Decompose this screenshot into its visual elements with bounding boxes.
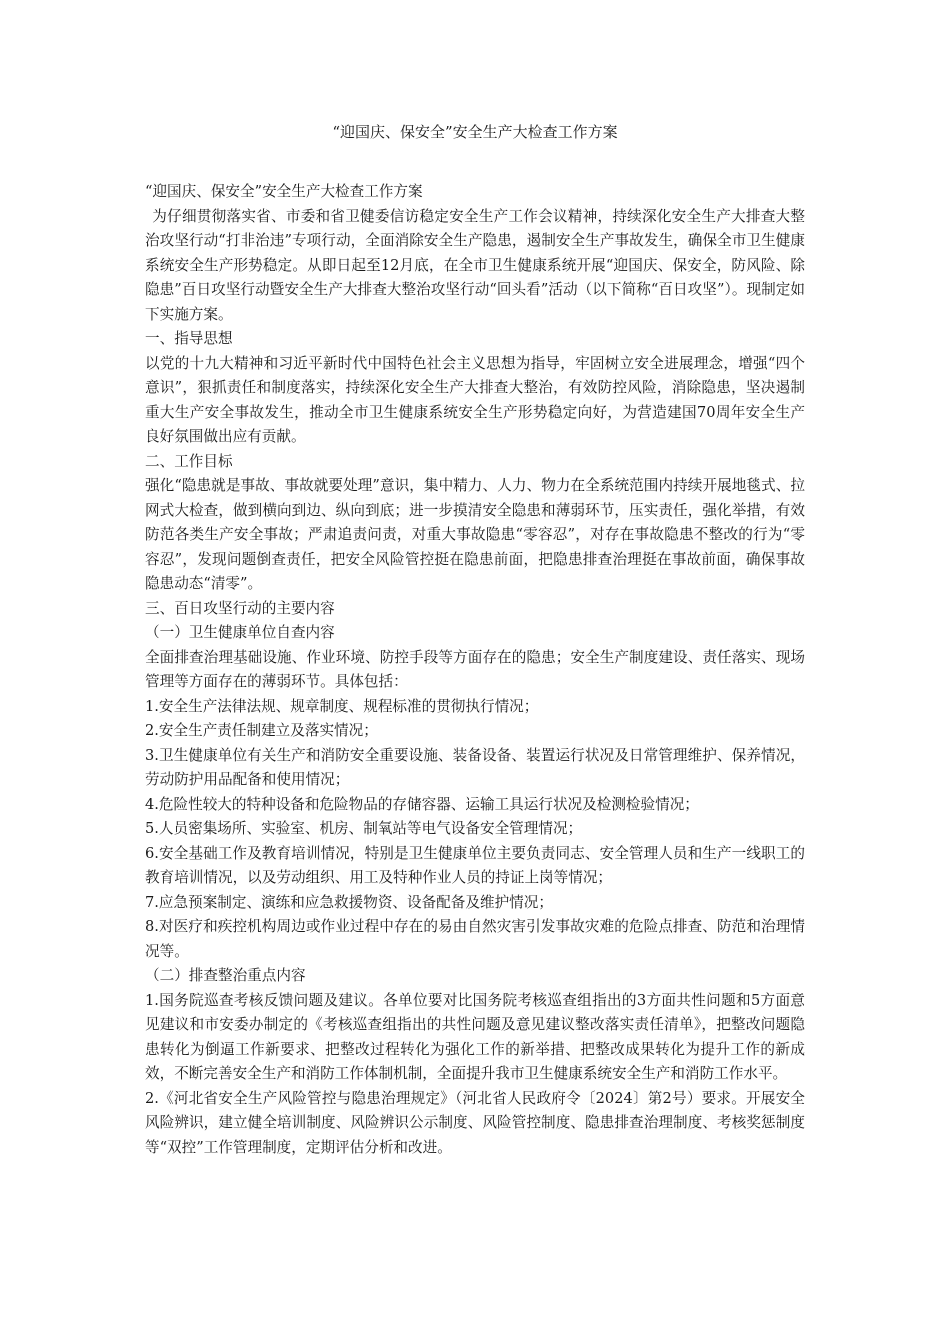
list-item: 2.《河北省安全生产风险管控与隐患治理规定》（河北省人民政府令〔2024〕第2号）要求。开展安全风险辨识，建立健全培训制度、风险辨识公示制度、风险管控制度、隐患排查治理制度、考核奖惩制度等“双控”工作管理制度，定期评估分析和改进。 [145,1089,805,1156]
guiding-paragraph: 以党的十九大精神和习近平新时代中国特色社会主义思想为指导，牢固树立安全进展理念，增强“四个意识”，狠抓责任和制度落实，持续深化安全生产大排查大整治，有效防控风险，消除隐患，坚决遏制重大生产安全事故发生，推动全市卫生健康系统安全生产形势稳定向好，为营造建国70周年安全生产良好氛围做出应有贡献。 [145,354,805,445]
section-heading-content: 三、百日攻坚行动的主要内容 [145,599,335,617]
subtitle-line: “迎国庆、保安全”安全生产大检查工作方案 [145,183,423,200]
list-item: 3.卫生健康单位有关生产和消防安全重要设施、装备设备、装置运行状况及日常管理维护、保养情况，劳动防护用品配备和使用情况； [145,746,805,788]
list-item: 6.安全基础工作及教育培训情况，特别是卫生健康单位主要负责同志、安全管理人员和生产一线职工的教育培训情况，以及劳动组织、用工及特种作业人员的持证上岗等情况； [145,844,805,886]
list-item: 4.危险性较大的特种设备和危险物品的存储容器、运输工具运行状况及检测检验情况； [145,795,699,813]
section-heading-guiding: 一、指导思想 [145,330,233,347]
list-item: 7.应急预案制定、演练和应急救援物资、设备配备及维护情况； [145,893,553,911]
list-item: 1.国务院巡查考核反馈问题及建议。各单位要对比国务院考核巡查组指出的3方面共性问题和5方面意见建议和市安委办制定的《考核巡查组指出的共性问题及意见建议整改落实责任清单》，把整改问题隐患转化为倒逼工作新要求、把整改过程转化为强化工作的新举措、把整改成果转化为提升工作的新成效，不断完善安全生产和消防工作体制机制，全面提升我市卫生健康系统安全生产和消防工作水平。 [145,991,805,1082]
section-heading-goals: 二、工作目标 [145,452,233,470]
list-item: 2.安全生产责任制建立及落实情况； [145,722,378,739]
subsection-heading-focus: （二）排查整治重点内容 [145,967,306,984]
selfcheck-paragraph: 全面排查治理基础设施、作业环境、防控手段等方面存在的隐患；安全生产制度建设、责任落实、现场管理等方面存在的薄弱环节。具体包括： [145,648,805,690]
subsection-heading-selfcheck: （一）卫生健康单位自查内容 [145,624,335,641]
intro-paragraph: 为仔细贯彻落实省、市委和省卫健委信访稳定安全生产工作会议精神，持续深化安全生产大排查大整治攻坚行动“打非治违”专项行动，全面消除安全生产隐患，遏制安全生产事故发生，确保全市卫生健康系统安全生产形势稳定。从即日起至12月底，在全市卫生健康系统开展“迎国庆、保安全，防风险、除隐患”百日攻坚行动暨安全生产大排查大整治攻坚行动“回头看”活动（以下简称“百日攻坚”）。现制定如下实施方案。 [145,207,805,323]
goals-paragraph: 强化“隐患就是事故、事故就要处理”意识，集中精力、人力、物力在全系统范围内持续开展地毯式、拉网式大检查，做到横向到边、纵向到底；进一步摸清安全隐患和薄弱环节，压实责任，强化举措，有效防范各类生产安全事故；严肃追责问责，对重大事故隐患“零容忍”，对存在事故隐患不整改的行为“零容忍”，发现问题倒查责任，把安全风险管控挺在隐患前面，把隐患排查治理挺在事故前面，确保事故隐患动态“清零”。 [145,477,805,592]
document-body [145,180,805,1160]
document-page [145,120,805,1160]
list-item: 8.对医疗和疾控机构周边或作业过程中存在的易由自然灾害引发事故灾难的危险点排查、防范和治理情况等。 [145,918,805,960]
list-item: 5.人员密集场所、实验室、机房、制氧站等电气设备安全管理情况； [145,820,583,837]
document-title: “迎国庆、保安全”安全生产大检查工作方案 [332,123,618,141]
list-item: 1.安全生产法律法规、规章制度、规程标准的贯彻执行情况； [145,697,539,715]
